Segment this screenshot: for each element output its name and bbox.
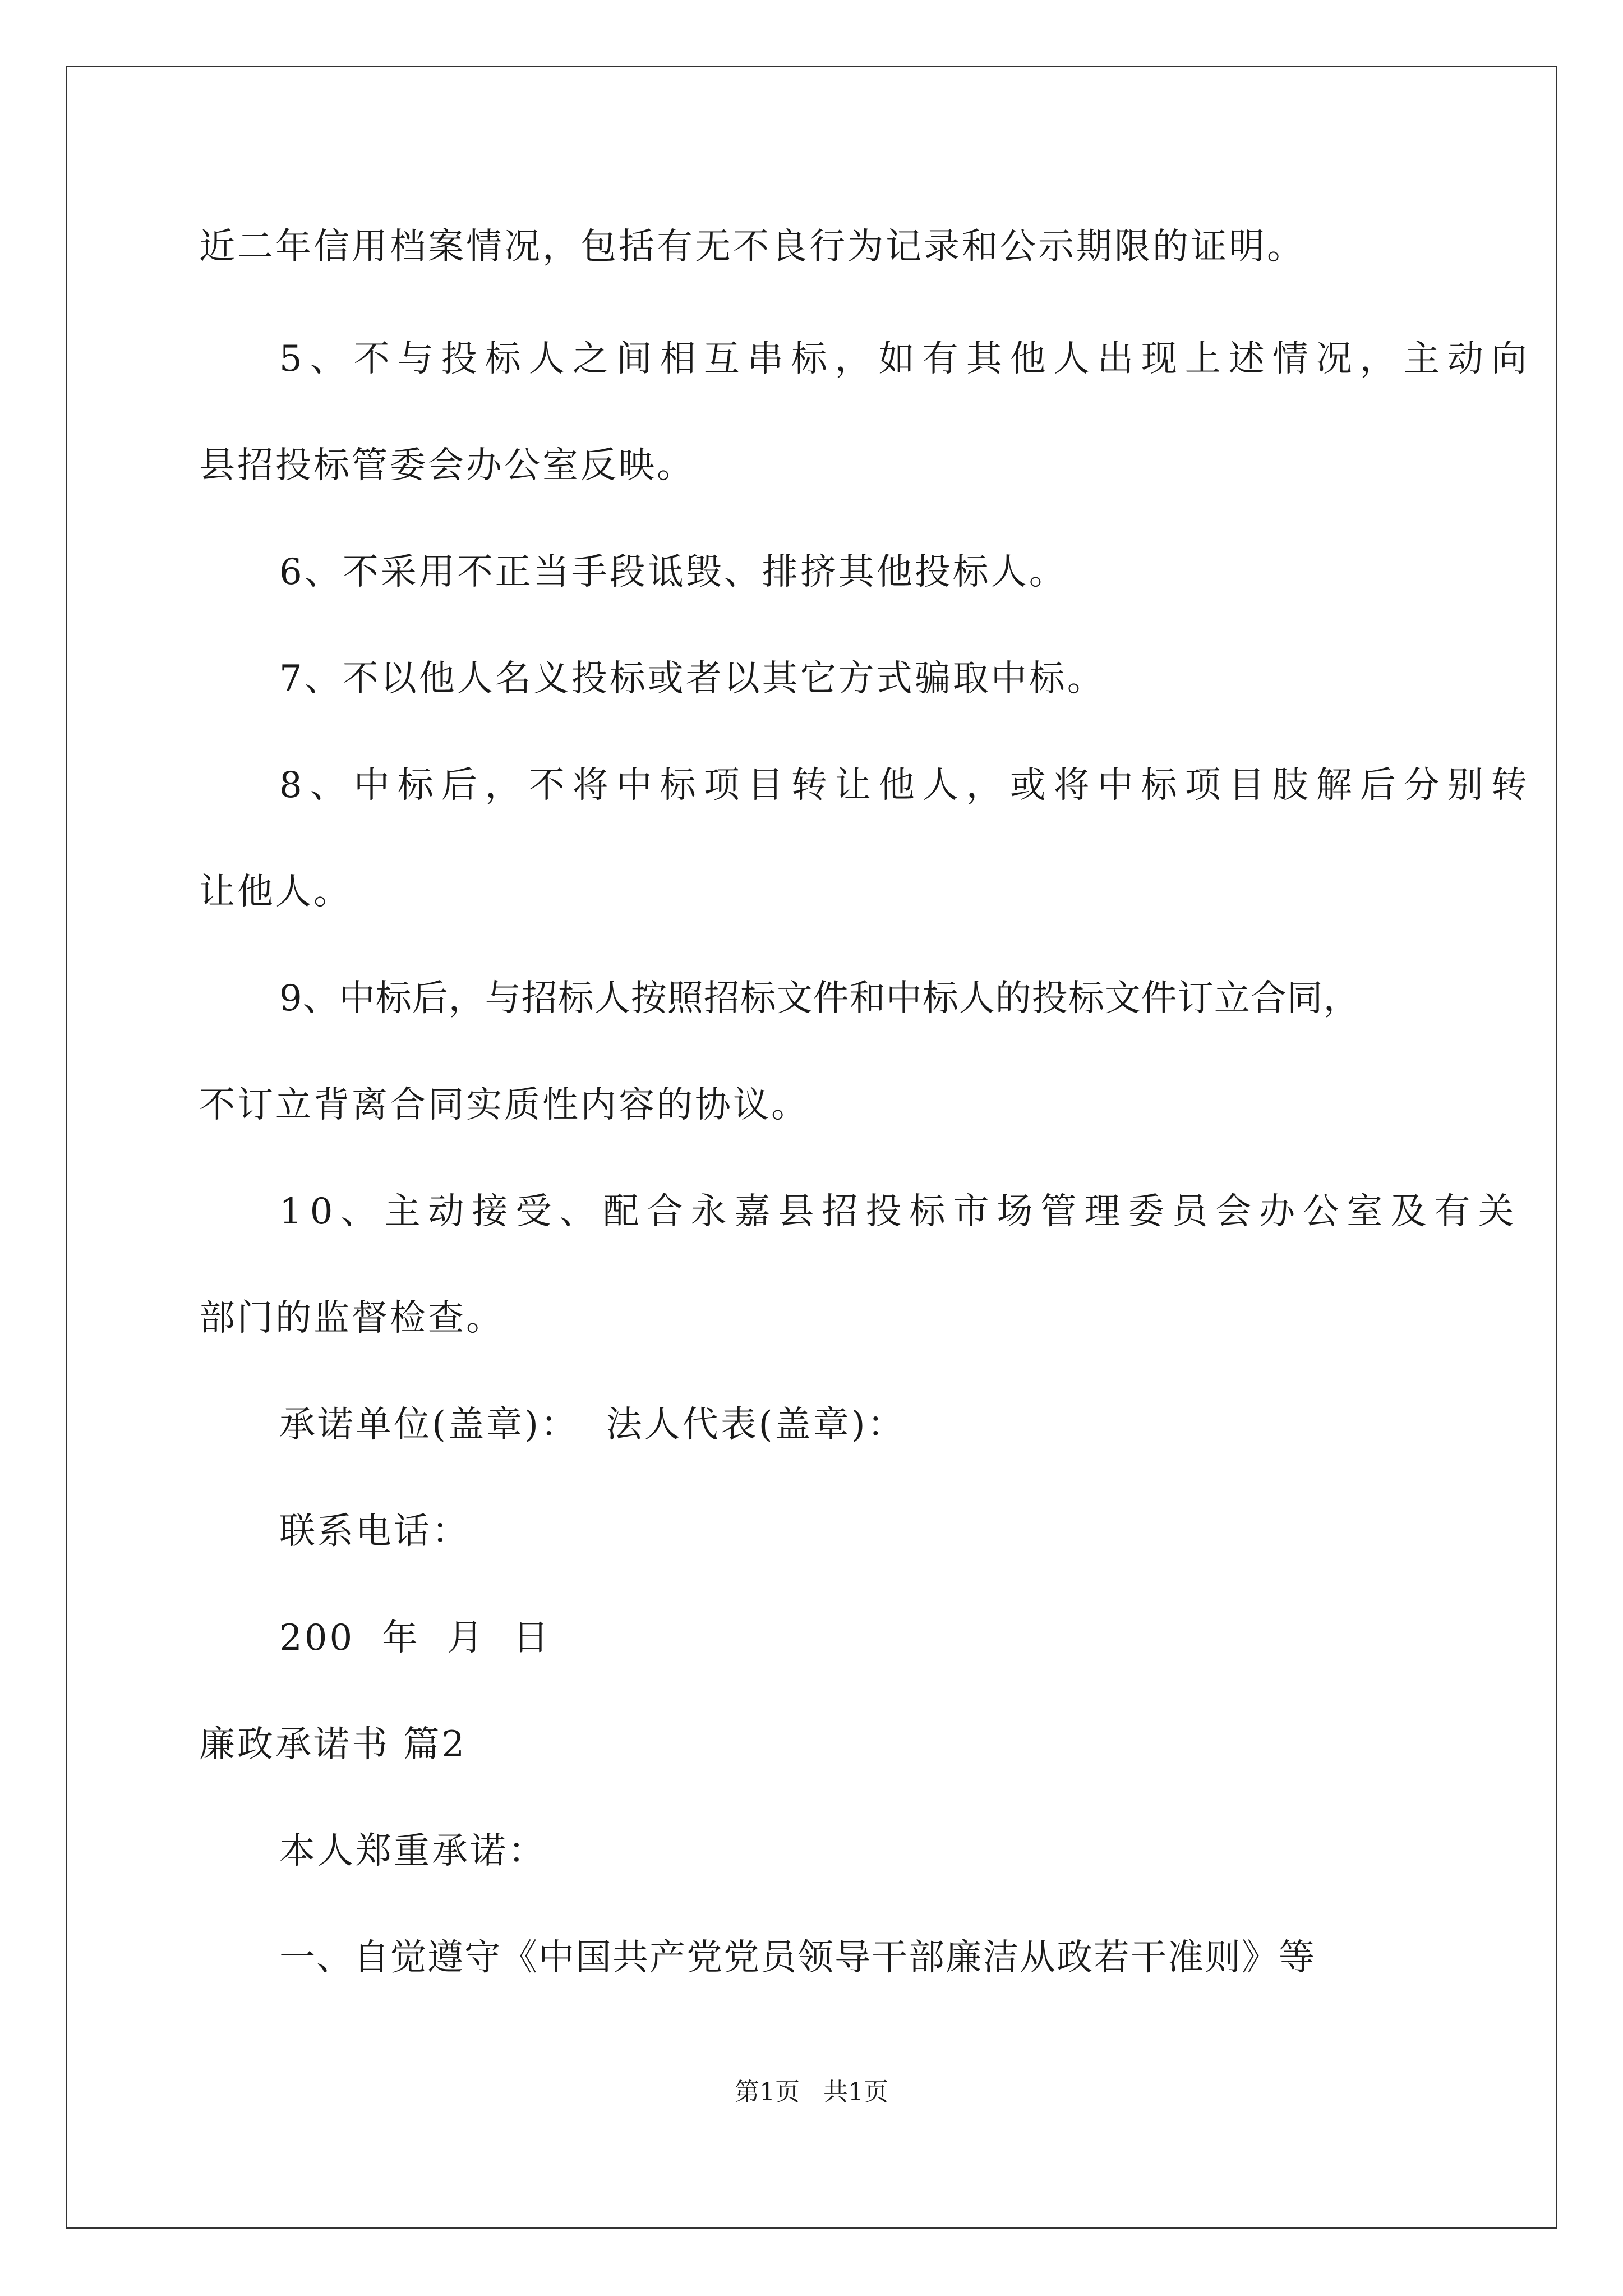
text-line-item-10: 10、主动接受、配合永嘉县招投标市场管理委员会办公室及有关 bbox=[279, 1191, 1522, 1232]
text-line-item-9-cont: 不订立背离合同实质性内容的协议。 bbox=[199, 1084, 809, 1126]
text-line-item-10-cont: 部门的监督检查。 bbox=[199, 1297, 504, 1339]
page-border bbox=[66, 66, 1557, 2229]
text-line-item-6: 6、不采用不正当手段诋毁、排挤其他投标人。 bbox=[279, 551, 1067, 593]
text-line-item-8: 8、中标后，不将中标项目转让他人，或将中标项目肢解后分别转 bbox=[279, 765, 1535, 806]
text-line-item-5-cont: 县招投标管委会办公室反映。 bbox=[199, 445, 695, 486]
text-line-item-7: 7、不以他人名义投标或者以其它方式骗取中标。 bbox=[279, 658, 1105, 700]
text-line-pledge-1: 一、自觉遵守《中国共产党党员领导干部廉洁从政若干准则》等 bbox=[279, 1937, 1316, 1978]
page-number-footer: 第1页 共1页 bbox=[735, 2078, 888, 2106]
section-heading: 廉政承诺书 篇2 bbox=[199, 1724, 467, 1765]
contact-phone-line: 联系电话： bbox=[279, 1511, 470, 1552]
date-line: 200 年 月 日 bbox=[279, 1617, 551, 1659]
text-line-credit-record: 近二年信用档案情况，包括有无不良行为记录和公示期限的证明。 bbox=[199, 226, 1305, 268]
text-line-item-5: 5、不与投标人之间相互串标，如有其他人出现上述情况，主动向 bbox=[279, 338, 1535, 380]
text-line-item-9: 9、中标后，与招标人按照招标文件和中标人的投标文件订立合同， bbox=[279, 978, 1360, 1019]
text-line-pledge-intro: 本人郑重承诺： bbox=[279, 1830, 546, 1872]
text-line-item-8-cont: 让他人。 bbox=[199, 871, 352, 913]
signature-line: 承诺单位(盖章)： 法人代表(盖章)： bbox=[279, 1404, 906, 1446]
